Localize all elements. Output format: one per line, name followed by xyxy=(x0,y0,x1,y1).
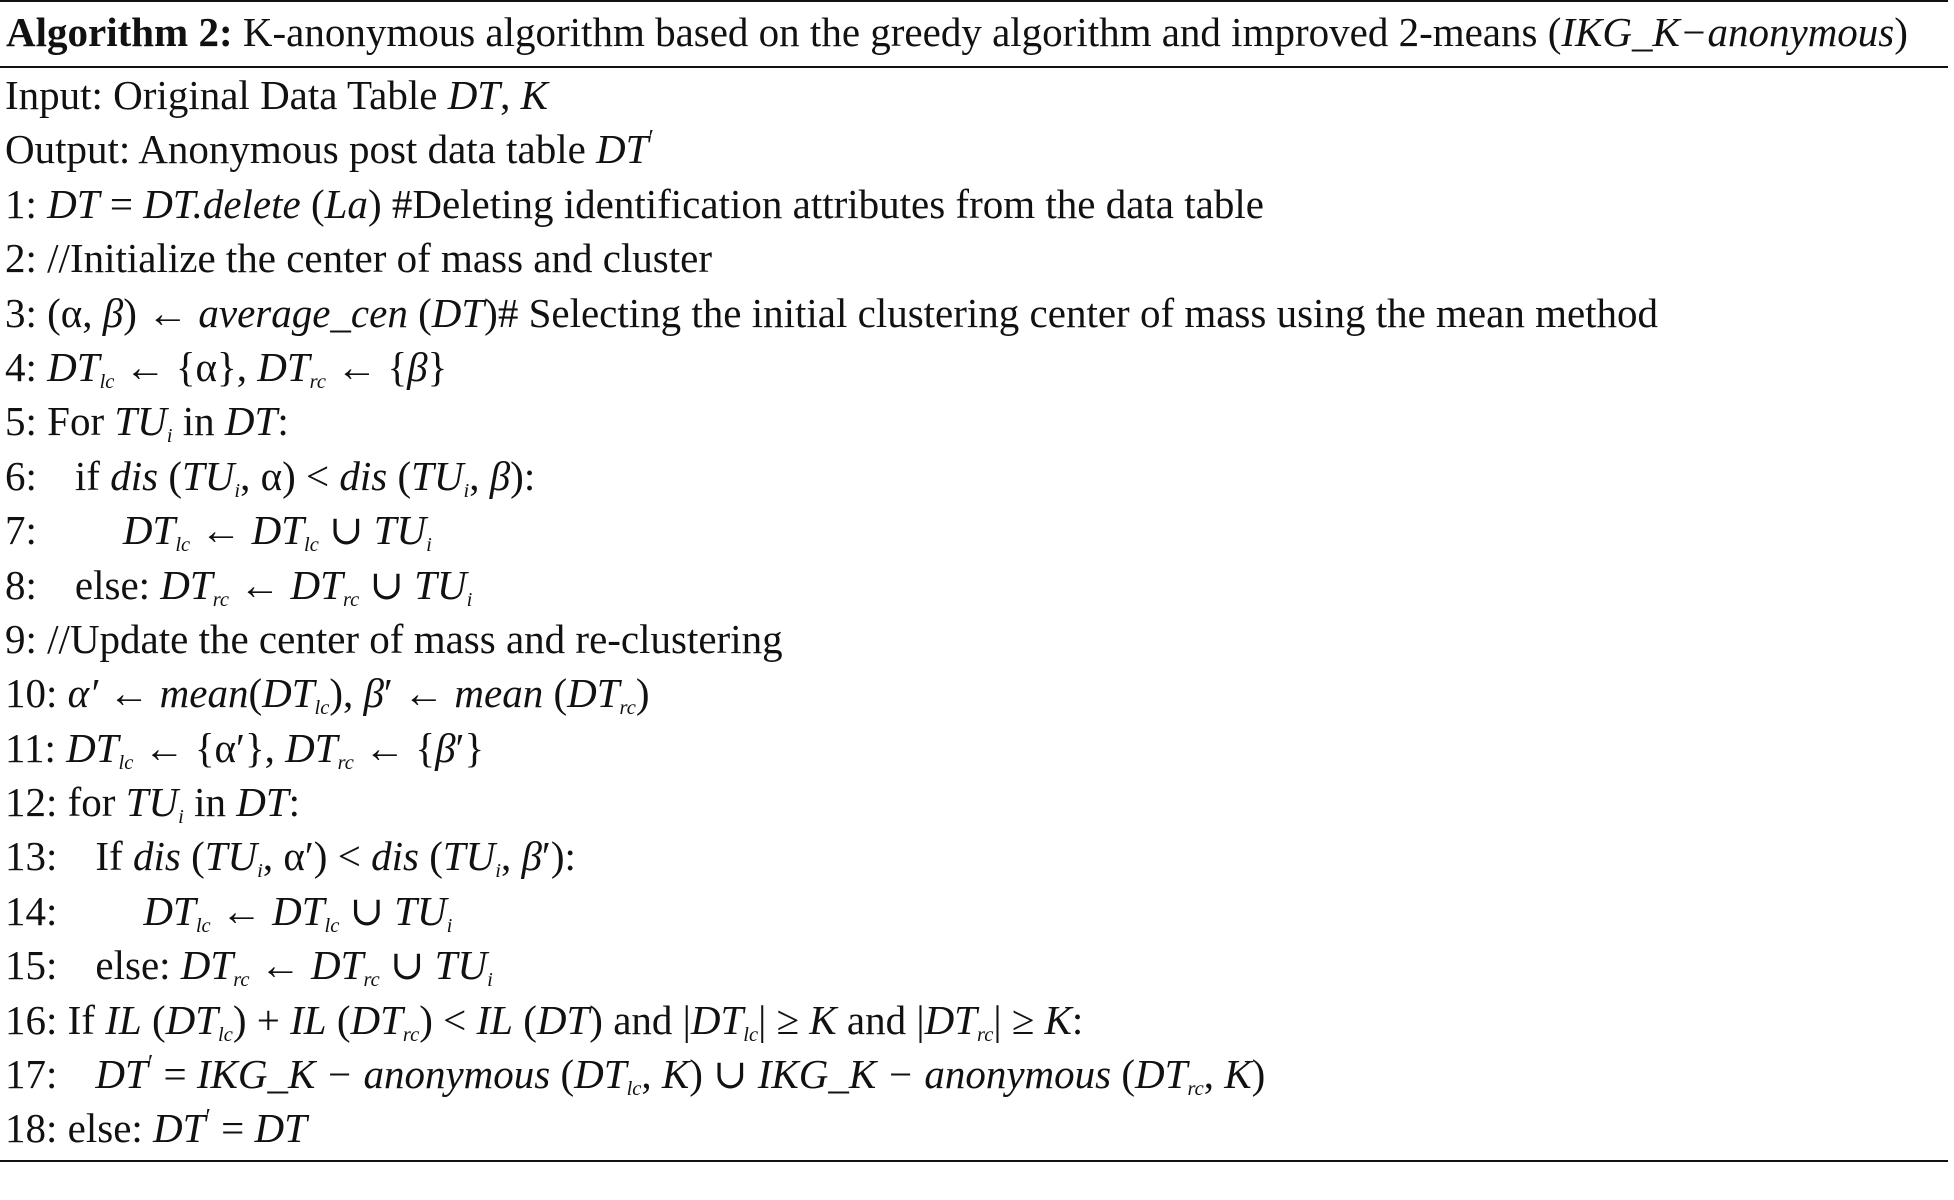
sep: , xyxy=(1203,1051,1225,1098)
paren: ( xyxy=(180,833,205,880)
subscript: rc xyxy=(1187,1078,1204,1101)
fn-dis: dis xyxy=(132,833,181,880)
subscript: lc xyxy=(314,697,330,720)
sep: , xyxy=(641,1051,662,1098)
var-dt: DT xyxy=(574,1051,627,1098)
var-tu: TU xyxy=(394,887,447,934)
subscript: lc xyxy=(324,915,340,938)
paren: ) xyxy=(589,996,603,1043)
var-dt: DT xyxy=(236,779,289,826)
fn-il: IL xyxy=(476,996,513,1043)
line-number: 7: xyxy=(5,507,37,554)
keyword: else: xyxy=(57,1105,154,1152)
line-2 xyxy=(0,231,1948,285)
paren: ) xyxy=(484,289,498,336)
var-dt: DT xyxy=(251,507,305,554)
line-number: 15: xyxy=(5,942,58,989)
subscript: rc xyxy=(337,751,354,774)
paren: ) xyxy=(1251,1051,1266,1098)
keyword: and | xyxy=(836,996,925,1043)
algorithm-caption xyxy=(0,0,1948,66)
op: ∪ xyxy=(359,561,415,608)
subscript: i xyxy=(466,588,473,611)
line-number: 13: xyxy=(5,833,58,880)
subscript: lc xyxy=(195,915,211,938)
var-k: K xyxy=(1044,996,1072,1043)
paren: ( xyxy=(387,452,412,499)
subscript: lc xyxy=(99,371,115,394)
line-3 xyxy=(0,286,1948,340)
paren: ( xyxy=(418,833,443,880)
input-label: Input: Original Data Table xyxy=(5,72,448,118)
keyword: in xyxy=(172,398,225,445)
var-tu: TU xyxy=(414,561,467,608)
alpha-prime: α′ ← xyxy=(57,670,160,717)
line-17 xyxy=(0,1047,1948,1101)
op: = xyxy=(99,180,144,227)
caption-text: K-anonymous algorithm based on the greedy algorithm and improved 2-means ( xyxy=(232,9,1562,55)
var-tu: TU xyxy=(411,452,464,499)
fn-il: IL xyxy=(290,996,327,1043)
var-dt: DT xyxy=(285,724,338,771)
paren: ( xyxy=(300,180,325,227)
keyword: for xyxy=(57,779,126,826)
var-dt: DT xyxy=(47,180,100,227)
subscript: lc xyxy=(218,1023,233,1046)
line-number: 12: xyxy=(5,779,58,826)
line-number: 8: xyxy=(5,561,37,608)
pair: (α, xyxy=(36,289,103,336)
op: ∪ xyxy=(318,507,374,554)
op: ← xyxy=(249,942,312,989)
var-beta: β xyxy=(521,833,542,880)
line-12 xyxy=(0,775,1948,829)
subscript: rc xyxy=(342,588,360,611)
paren: ) xyxy=(635,670,650,717)
var-la: La xyxy=(324,180,368,227)
comment: #Deleting identification attributes from the data table xyxy=(381,180,1264,227)
fn-mean: mean xyxy=(159,670,249,717)
op: ) ∪ xyxy=(689,1051,758,1098)
op: = xyxy=(153,1051,197,1098)
subscript: i xyxy=(257,860,263,883)
paren: ( xyxy=(158,452,182,499)
line-number: 17: xyxy=(5,1051,58,1098)
keyword: and | xyxy=(602,996,691,1043)
fn-average-cen: average_cen xyxy=(198,289,408,336)
var-dt: DT xyxy=(254,1105,307,1152)
line-number: 18: xyxy=(5,1105,58,1152)
var-k: K xyxy=(520,72,548,118)
paren: ( xyxy=(141,996,166,1043)
op: ∪ xyxy=(339,887,395,934)
var-tu: TU xyxy=(125,779,179,826)
keyword: in xyxy=(183,779,237,826)
var-tu: TU xyxy=(114,398,167,445)
line-10 xyxy=(0,666,1948,720)
output-label: Output: Anonymous post data table xyxy=(5,126,597,173)
subscript: rc xyxy=(233,969,250,992)
var-dt: DT xyxy=(272,887,325,934)
op: < xyxy=(337,833,372,880)
line-4 xyxy=(0,340,1948,394)
comment: //Initialize the center of mass and cluster xyxy=(36,235,713,282)
var-k: K xyxy=(661,1051,690,1098)
var-beta: β xyxy=(435,724,456,771)
subscript: lc xyxy=(175,534,191,557)
caption-close: ) xyxy=(1894,9,1908,55)
line-8 xyxy=(0,558,1948,612)
subscript: i xyxy=(234,479,241,502)
var-dt: DT xyxy=(1135,1051,1188,1098)
expr: , α′) xyxy=(262,833,338,880)
line-16 xyxy=(0,993,1948,1047)
expr: ← {α}, xyxy=(114,343,258,390)
var-dt: DT xyxy=(311,942,364,989)
paren: ), xyxy=(329,670,364,717)
subscript: lc xyxy=(304,534,319,557)
colon: ): xyxy=(510,452,536,499)
op: ∪ xyxy=(379,942,435,989)
subscript: rc xyxy=(212,588,230,611)
line-6 xyxy=(0,449,1948,503)
keyword: If xyxy=(95,833,133,880)
var-dt: DT xyxy=(66,724,119,771)
line-11 xyxy=(0,721,1948,775)
var-tu: TU xyxy=(373,507,427,554)
var-dt: DT xyxy=(143,180,193,227)
line-5 xyxy=(0,394,1948,448)
brace: ′} xyxy=(455,724,485,771)
line-18 xyxy=(0,1101,1948,1155)
var-beta: β xyxy=(363,670,384,717)
op: ← xyxy=(190,507,252,554)
subscript: i xyxy=(463,479,470,502)
var-beta: β xyxy=(407,343,428,390)
var-dt: DT xyxy=(690,996,744,1043)
fn-il: IL xyxy=(105,996,142,1043)
var-tu: TU xyxy=(442,833,496,880)
prime: ′ xyxy=(205,1104,211,1132)
comment: //Update the center of mass and re-clustering xyxy=(36,615,783,662)
paren: ( xyxy=(326,996,351,1043)
prime: ′ xyxy=(648,125,654,153)
fn-delete: .delete xyxy=(192,180,301,227)
subscript: lc xyxy=(118,751,134,774)
colon: : xyxy=(277,398,289,445)
expr: ← { xyxy=(353,724,436,771)
line-number: 5: xyxy=(5,398,37,445)
fn-ikg: IKG_K − anonymous xyxy=(196,1051,551,1098)
var-dt: DT xyxy=(257,343,310,390)
line-7 xyxy=(0,503,1948,557)
line-15 xyxy=(0,938,1948,992)
line-14 xyxy=(0,884,1948,938)
paren: ) xyxy=(367,180,382,227)
keyword: else: xyxy=(95,942,181,989)
sep: , xyxy=(469,452,490,499)
var-dt: DT xyxy=(47,343,100,390)
fn-dis: dis xyxy=(339,452,388,499)
subscript: rc xyxy=(309,371,326,394)
line-number: 11: xyxy=(5,724,56,771)
op: = xyxy=(210,1105,255,1152)
var-dt: DT xyxy=(350,996,403,1043)
subscript: rc xyxy=(402,1023,420,1046)
subscript: i xyxy=(178,806,184,829)
var-dt: DT xyxy=(180,942,234,989)
comment: # Selecting the initial clustering center of mass using the mean method xyxy=(497,289,1659,336)
var-dt: DT xyxy=(596,126,649,173)
subscript: i xyxy=(487,969,493,992)
line-number: 9: xyxy=(5,615,37,662)
sep: , xyxy=(500,833,522,880)
var-dt: DT xyxy=(924,996,977,1043)
line-number: 10: xyxy=(5,670,58,717)
fn-dis: dis xyxy=(371,833,419,880)
line-9 xyxy=(0,612,1948,666)
op: ) + xyxy=(232,996,291,1043)
colon: : xyxy=(288,779,301,826)
line-output xyxy=(0,122,1948,176)
line-number: 6: xyxy=(5,452,37,499)
paren: ( xyxy=(248,670,263,717)
fn-ikg: IKG_K − anonymous xyxy=(757,1051,1112,1098)
paren: ( xyxy=(1111,1051,1136,1098)
keyword: For xyxy=(36,398,115,445)
op: ← xyxy=(229,561,291,608)
expr: , α) xyxy=(240,452,306,499)
var-dt: DT xyxy=(431,289,485,336)
subscript: rc xyxy=(619,697,636,720)
var-dt: DT xyxy=(290,561,343,608)
caption-name: IKG_K−anonymous xyxy=(1561,9,1895,55)
subscript: lc xyxy=(626,1078,642,1101)
brace: } xyxy=(427,343,448,390)
op: ← xyxy=(210,887,273,934)
paren: ( xyxy=(550,1051,575,1098)
expr: ← { xyxy=(325,343,408,390)
colon: ′): xyxy=(541,833,576,880)
pair-close: ) ← xyxy=(123,289,199,336)
line-input xyxy=(0,68,1948,122)
subscript: i xyxy=(426,534,432,557)
var-dt: DT xyxy=(143,887,196,934)
keyword: if xyxy=(74,452,111,499)
subscript: i xyxy=(166,425,173,448)
op: ) < xyxy=(419,996,477,1043)
var-dt: DT xyxy=(536,996,590,1043)
op: < xyxy=(305,452,340,499)
prime: ′ xyxy=(147,1049,154,1077)
var-tu: TU xyxy=(434,942,488,989)
line-1 xyxy=(0,177,1948,231)
line-13 xyxy=(0,829,1948,883)
fn-dis: dis xyxy=(110,452,159,499)
line-number: 3: xyxy=(5,289,37,336)
footer-rule xyxy=(0,1160,1948,1162)
subscript: rc xyxy=(363,969,380,992)
var-dt: DT xyxy=(160,561,213,608)
fn-mean: mean xyxy=(454,670,544,717)
var-dt: DT xyxy=(165,996,219,1043)
keyword: else: xyxy=(74,561,161,608)
var-beta: β xyxy=(102,289,124,336)
subscript: lc xyxy=(743,1023,759,1046)
var-k: K xyxy=(1224,1051,1252,1098)
expr: ← {α′}, xyxy=(133,724,286,771)
subscript: rc xyxy=(976,1023,994,1046)
var-dt: DT xyxy=(153,1105,206,1152)
paren: ( xyxy=(407,289,432,336)
var-dt: DT xyxy=(95,1051,148,1098)
colon: : xyxy=(1071,996,1084,1043)
paren: ( xyxy=(543,670,568,717)
paren: ( xyxy=(512,996,537,1043)
var-k: K xyxy=(809,996,837,1043)
op: | ≥ xyxy=(758,996,810,1043)
subscript: i xyxy=(446,915,453,938)
var-tu: TU xyxy=(181,452,235,499)
op: | ≥ xyxy=(993,996,1045,1043)
var-tu: TU xyxy=(204,833,258,880)
subscript: i xyxy=(495,860,501,883)
var-dt: DT xyxy=(567,670,620,717)
var-dt: DT xyxy=(224,398,278,445)
expr: ′ ← xyxy=(383,670,455,717)
var-dt: DT xyxy=(122,507,176,554)
line-number: 2: xyxy=(5,235,37,282)
var-dt: DT xyxy=(447,72,501,118)
var-dt: DT xyxy=(262,670,315,717)
caption-label: Algorithm 2: xyxy=(6,9,233,55)
line-number: 4: xyxy=(5,343,37,390)
sep: , xyxy=(500,72,521,118)
line-number: 14: xyxy=(5,887,58,934)
var-beta: β xyxy=(489,452,511,499)
keyword: If xyxy=(57,996,106,1043)
line-number: 16: xyxy=(5,996,58,1043)
line-number: 1: xyxy=(5,180,37,227)
